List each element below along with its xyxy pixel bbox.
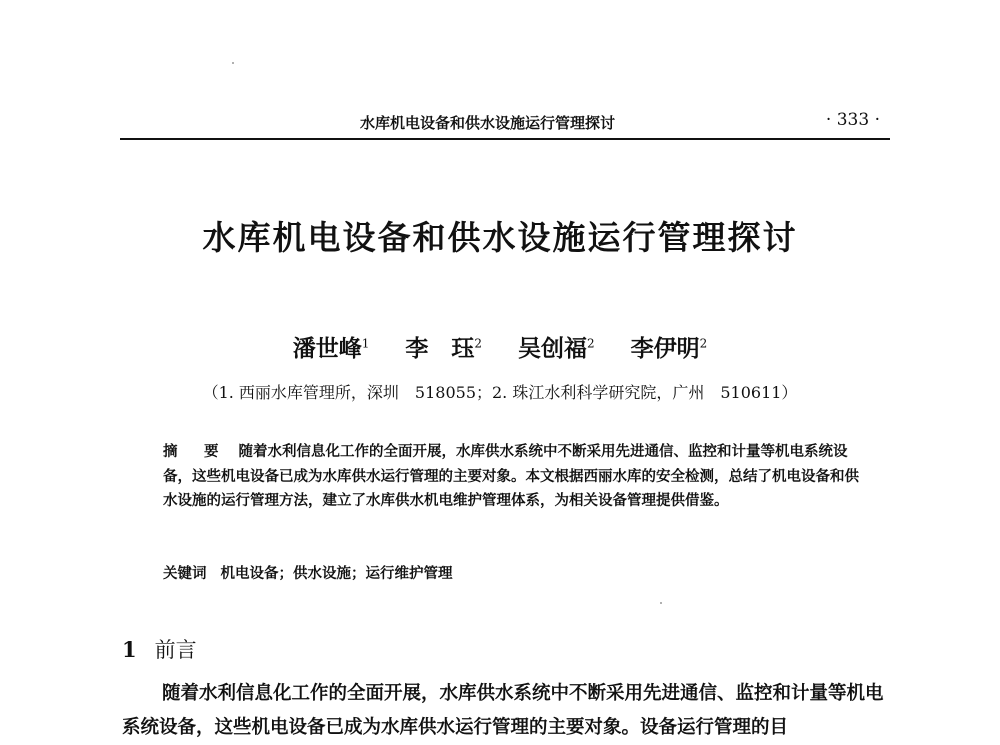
author-name: 吴创福: [518, 335, 587, 362]
section-body: 随着水利信息化工作的全面开展，水库供水系统中不断采用先进通信、监控和计量等机电系统设备，这些机电设备已成为水库供水运行管理的主要对象。设备运行管理的目: [122, 683, 884, 738]
section-title: 前言: [154, 638, 197, 662]
section-number: 1: [122, 637, 137, 662]
scan-speck: [232, 62, 234, 64]
author-affiliation-mark: 2: [699, 336, 708, 351]
author-list: [0, 330, 1000, 363]
abstract-text: 随着水利信息化工作的全面开展，水库供水系统中不断采用先进通信、监控和计量等机电系统设备，这些机电设备已成为水库供水运行管理的主要对象。本文根据西丽水库的安全检测，总结了机电设备和供水设施的运行管理方法，建立了水库供水机电维护管理体系，为相关设备管理提供借鉴。: [163, 443, 859, 509]
running-title: 水库机电设备和供水设施运行管理探讨: [360, 114, 616, 132]
keywords-label: 关键词: [163, 565, 207, 582]
author-affiliation-mark: 1: [361, 336, 370, 351]
running-header: [120, 108, 890, 140]
author: [631, 335, 708, 362]
abstract: [163, 440, 863, 514]
scan-speck: [660, 602, 662, 604]
keywords-text: 机电设备；供水设施；运行维护管理: [220, 565, 453, 582]
abstract-label: 摘 要: [163, 443, 225, 460]
author-affiliation-mark: 2: [474, 336, 482, 351]
section-heading: [122, 634, 197, 664]
author: [518, 335, 595, 362]
author-name: 李 珏: [405, 335, 475, 362]
page-number: · 333 ·: [825, 110, 880, 130]
author-name: 潘世峰: [292, 335, 362, 362]
paper-title: 水库机电设备和供水设施运行管理探讨: [202, 218, 798, 257]
affiliation: （1. 西丽水库管理所，深圳 518055；2. 珠江水利科学研究院，广州 510611）: [202, 383, 798, 402]
keywords: [163, 562, 863, 583]
author: [293, 335, 370, 362]
author-affiliation-mark: 2: [587, 336, 595, 351]
author-name: 李伊明: [630, 335, 700, 362]
author: [405, 335, 482, 362]
